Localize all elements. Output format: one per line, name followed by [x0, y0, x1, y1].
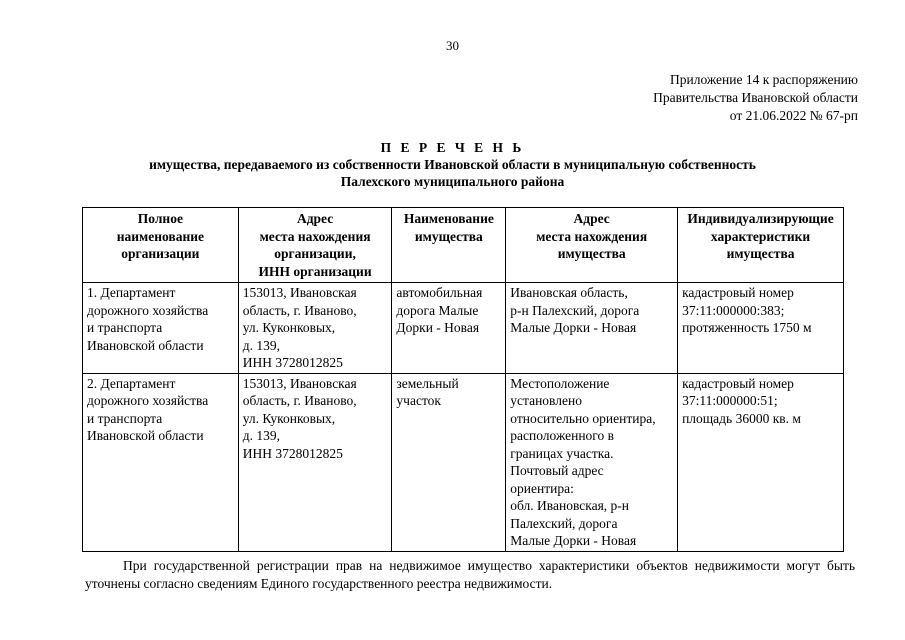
column-header-line: имущества [726, 246, 795, 261]
cell-line: Ивановской области [87, 337, 204, 353]
title-subtitle-line: Палехского муниципального района [340, 174, 565, 189]
cell-line: р-н Палехский, дорога [510, 302, 640, 318]
column-header [238, 208, 392, 283]
title-subtitle-line: имущества, передаваемого из собственности Ивановской области в муниципальную собственность [149, 157, 756, 172]
table-cell [506, 283, 678, 374]
appendix-line: Приложение 14 к распоряжению [670, 72, 858, 87]
table-row [83, 283, 844, 374]
cell-line: дорога Малые [396, 302, 479, 318]
cell-line: автомобильная [396, 285, 483, 300]
cell-line: кадастровый номер [682, 285, 794, 300]
column-header-line: ИНН организации [258, 263, 372, 279]
title-heading: П Е Р Е Ч Е Н Ь [380, 140, 525, 155]
cell-line: и транспорта [87, 410, 163, 426]
cell-line: Малые Дорки - Новая [510, 533, 637, 548]
table-row [83, 373, 844, 551]
column-header-line: Полное [137, 211, 183, 226]
cell-line: обл. Ивановская, р-н [510, 498, 630, 513]
cell-line: ИНН 3728012825 [242, 355, 343, 370]
table-cell [506, 373, 678, 551]
cell-line: Местоположение [510, 375, 610, 391]
cell-line: Дорки - Новая [396, 320, 480, 335]
cell-line: ориентира: [510, 480, 574, 496]
cell-line: ул. Куконковых, [242, 320, 336, 335]
cell-line: 1. Департамент [87, 285, 176, 300]
cell-line: ИНН 3728012825 [242, 445, 343, 461]
cell-line: 153013, Ивановская [242, 285, 357, 300]
cell-line: расположенного в [510, 428, 614, 443]
column-header-line: имущества [414, 228, 483, 244]
cell-line: 37:11:000000:383; [682, 302, 785, 318]
column-header-line: имущества [557, 246, 626, 261]
column-header-line: организации, [274, 246, 356, 261]
cell-line: и транспорта [87, 320, 163, 335]
table-cell [238, 373, 392, 551]
appendix-line: от 21.06.2022 № 67-рп [729, 108, 858, 123]
cell-line: 37:11:000000:51; [682, 393, 778, 408]
table-cell [83, 283, 239, 374]
column-header-line: наименование [116, 228, 204, 244]
cell-line: Почтовый адрес [510, 463, 604, 478]
cell-line: границах участка. [510, 445, 614, 461]
column-header-line: Адрес [573, 211, 610, 226]
cell-line: земельный [396, 375, 459, 391]
cell-line: д. 139, [242, 428, 280, 443]
table-cell [678, 373, 844, 551]
appendix-reference [653, 71, 858, 125]
column-header-line: Адрес [296, 211, 334, 226]
cell-line: кадастровый номер [682, 375, 794, 391]
cell-line: протяженность 1750 м [682, 320, 812, 335]
cell-line: Ивановской области [87, 428, 204, 443]
column-header-line: Индивидуализирующие [687, 211, 834, 226]
document-title [0, 139, 905, 190]
column-header-line: Наименование [403, 211, 494, 226]
table-cell [392, 373, 506, 551]
column-header [506, 208, 678, 283]
table-cell [83, 373, 239, 551]
cell-line: участок [396, 393, 441, 408]
cell-line: установлено [510, 393, 582, 408]
cell-line: площадь 36000 кв. м [682, 410, 801, 426]
footnote-paragraph: При государственной регистрации прав на недвижимое имущество характеристики объектов недвижимости могут быть уточнены согласно сведениям Единого государственного реестра недвижимости. [85, 558, 855, 591]
column-header [392, 208, 506, 283]
cell-line: 153013, Ивановская [242, 375, 357, 391]
cell-line: Палехский, дорога [510, 515, 618, 531]
cell-line: область, г. Иваново, [242, 302, 357, 318]
page-number: 30 [446, 38, 459, 53]
column-header-line: характеристики [710, 228, 811, 244]
cell-line: Ивановская область, [510, 285, 628, 300]
property-table [82, 207, 844, 552]
column-header-line: места нахождения [259, 228, 371, 244]
cell-line: ул. Куконковых, [242, 410, 336, 426]
cell-line: Малые Дорки - Новая [510, 320, 637, 335]
table-cell [238, 283, 392, 374]
appendix-line: Правительства Ивановской области [653, 90, 858, 105]
table-cell [678, 283, 844, 374]
table-cell [392, 283, 506, 374]
table-header-row [83, 208, 844, 283]
column-header [678, 208, 844, 283]
cell-line: 2. Департамент [87, 375, 176, 391]
cell-line: область, г. Иваново, [242, 393, 357, 408]
cell-line: д. 139, [242, 337, 280, 353]
cell-line: относительно ориентира, [510, 410, 656, 426]
cell-line: дорожного хозяйства [87, 302, 209, 318]
column-header [83, 208, 239, 283]
column-header-line: места нахождения [536, 228, 648, 244]
cell-line: дорожного хозяйства [87, 393, 209, 408]
column-header-line: организации [121, 246, 200, 261]
